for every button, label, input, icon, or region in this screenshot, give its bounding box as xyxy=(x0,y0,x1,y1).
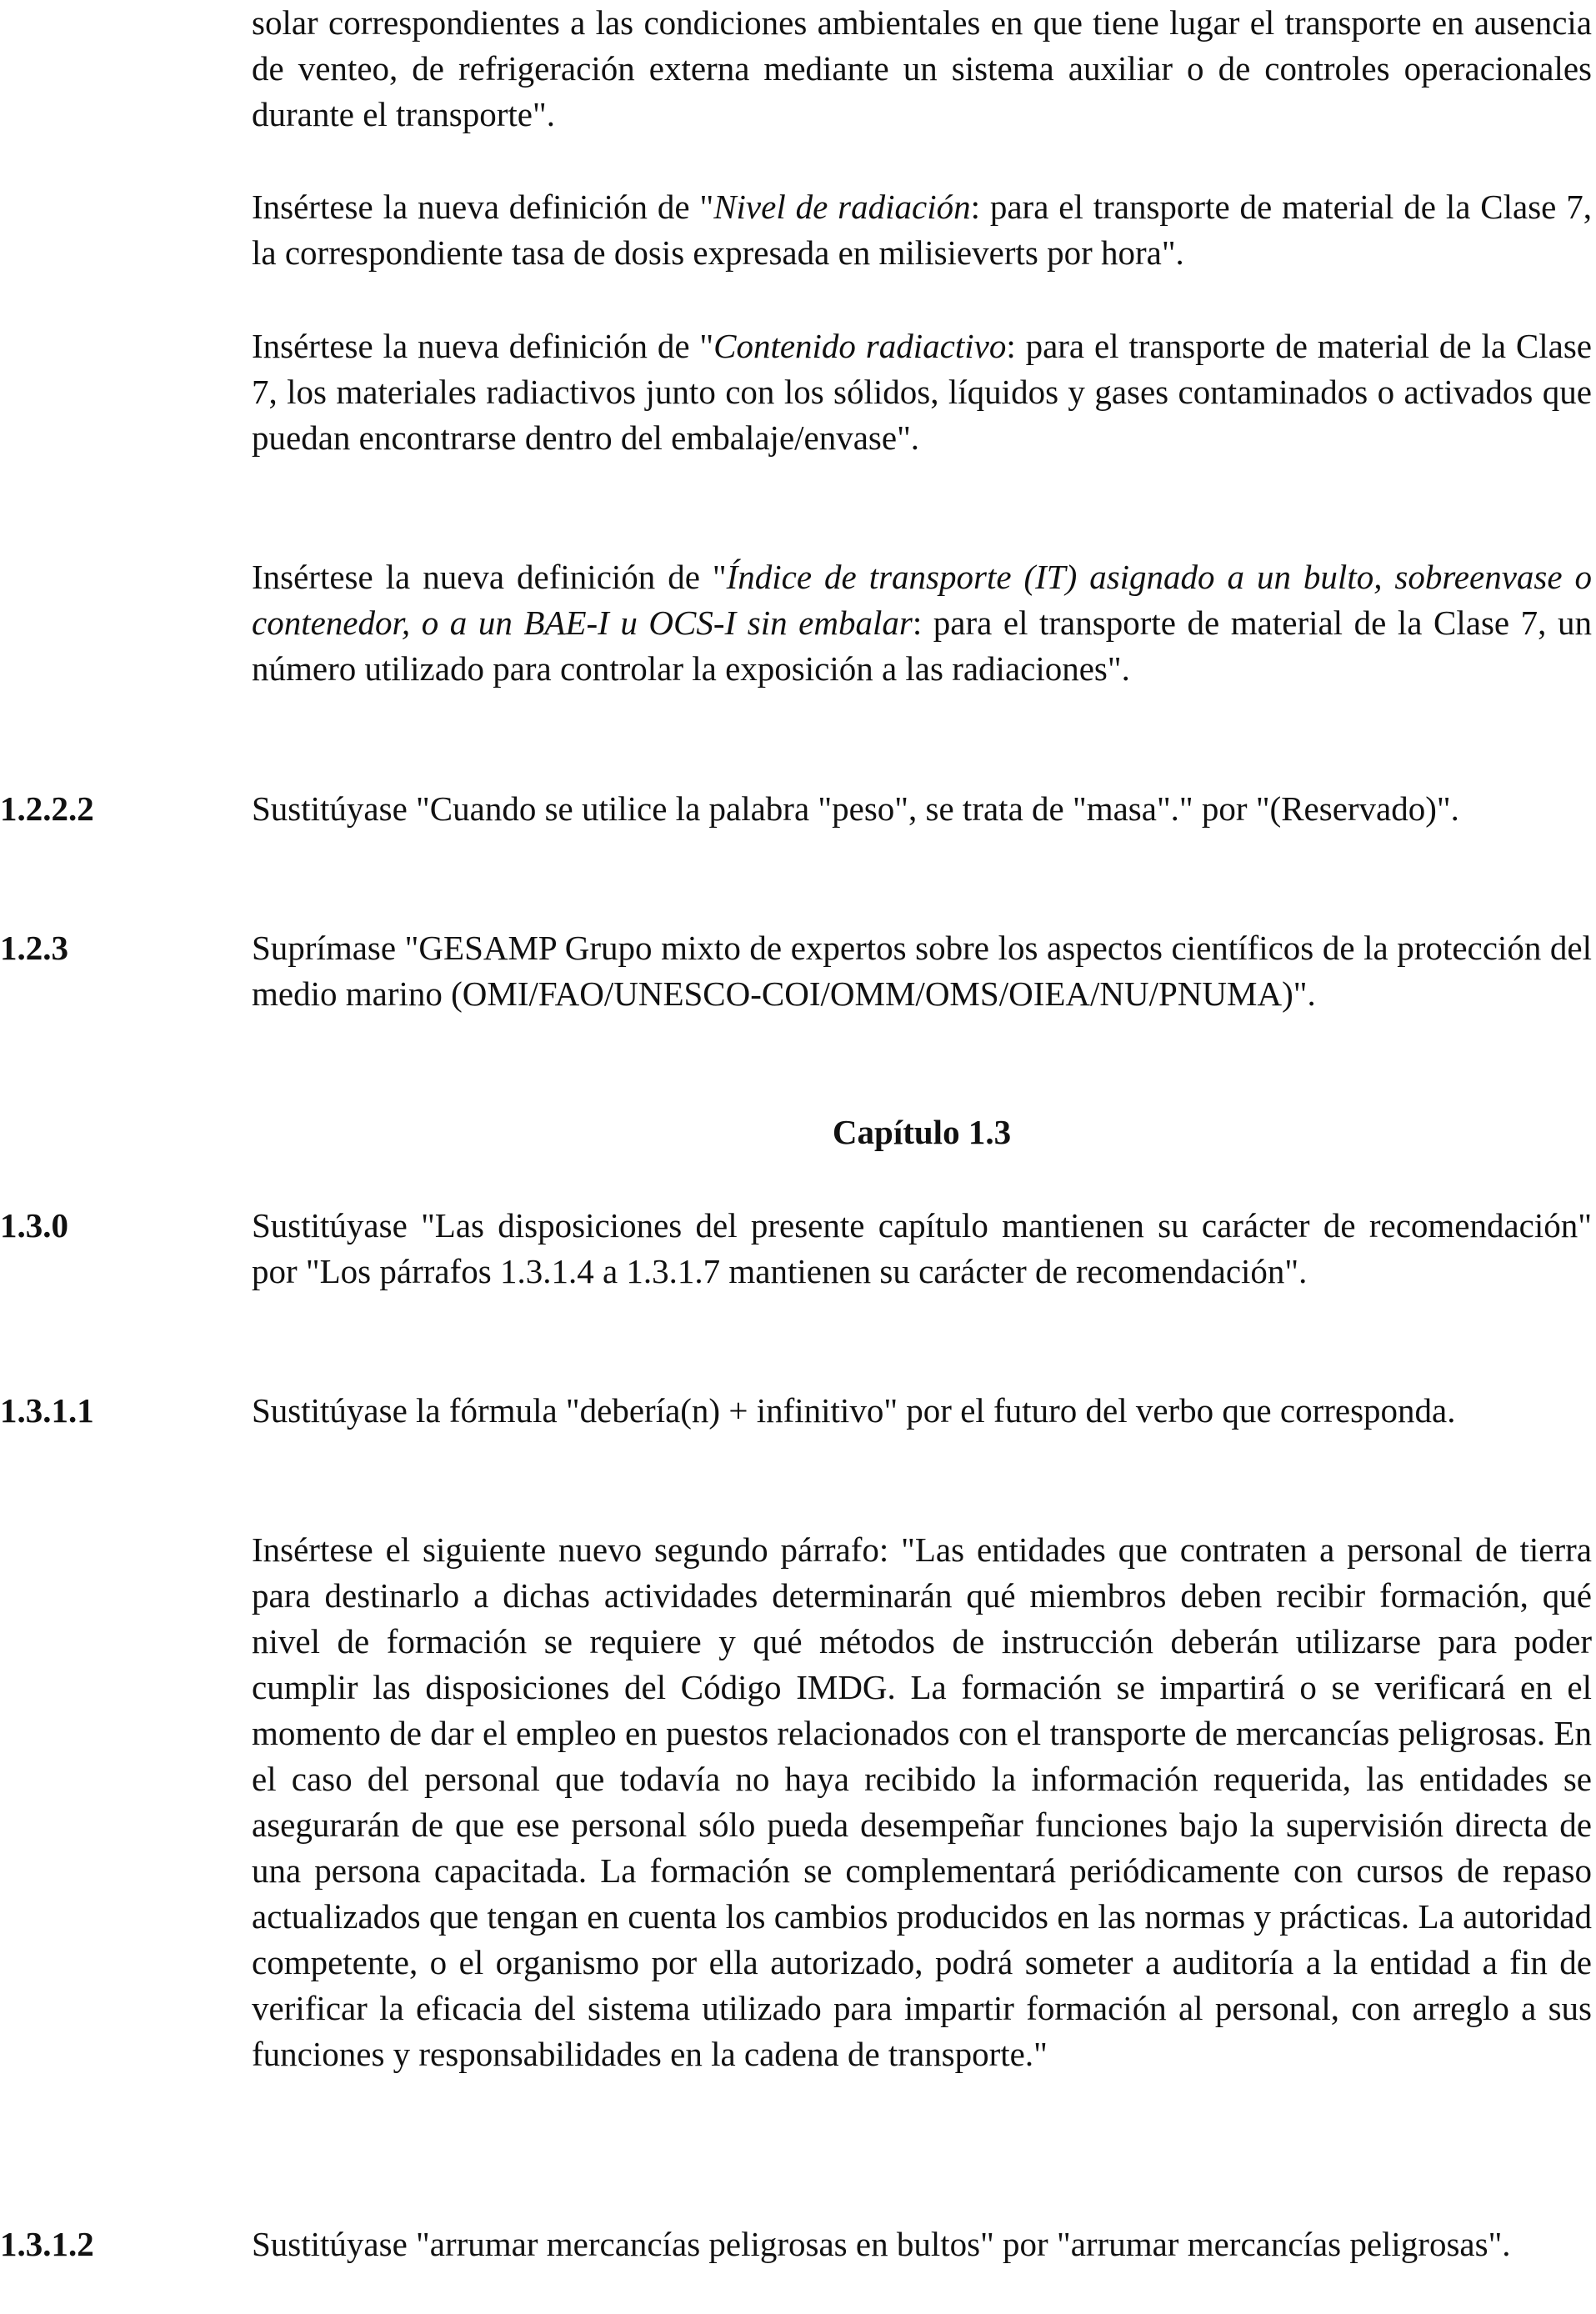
defined-term: Índice de transporte (IT) asignado a un bulto, sobreenvase o contenedor, o a un BAE-I u OCS-I sin embalar xyxy=(252,558,1593,642)
paragraph-indice-transporte xyxy=(252,554,1592,692)
section-text: Sustitúyase la fórmula "debería(n) + infinitivo" por el futuro del verbo que corresponda. xyxy=(252,1391,1456,1430)
section-number: 1.2.2.2 xyxy=(0,789,94,828)
paragraph-text: Insértese la nueva definición de " xyxy=(252,327,714,365)
defined-term: Contenido radiactivo xyxy=(713,327,1007,365)
section-number: 1.3.1.1 xyxy=(0,1391,94,1430)
paragraph-contenido-radiactivo xyxy=(252,323,1592,461)
paragraph-text: : para el transporte de material de la Clase 7, los materiales radiactivos junto con los sólidos, líquidos y gases contaminados o activados que puedan encontrarse dentro del embalaje/envase". xyxy=(252,327,1593,457)
paragraph-text: : para el transporte de material de la Clase 7, un número utilizado para controlar la exposición a las radiaciones". xyxy=(252,604,1592,688)
paragraph-text: Insértese la nueva definición de " xyxy=(252,188,714,226)
paragraph-text: solar correspondientes a las condiciones ambientales en que tiene lugar el transporte en ausencia de venteo, de refrigeración externa mediante un sistema auxiliar o de controles operacionales durante el transporte". xyxy=(252,3,1592,133)
section-text: Sustitúyase "Cuando se utilice la palabra "peso", se trata de "masa"." por "(Reservado)". xyxy=(252,789,1459,828)
paragraph-nivel-radiacion xyxy=(252,184,1592,276)
section-text: Suprímase "GESAMP Grupo mixto de expertos sobre los aspectos científicos de la protección del medio marino (OMI/FAO/UNESCO-COI/OMM/OMS/OIEA/NU/PNUMA)". xyxy=(252,929,1592,1013)
chapter-heading: Capítulo 1.3 xyxy=(832,1113,1012,1151)
section-text: Sustitúyase "arrumar mercancías peligrosas en bultos" por "arrumar mercancías peligrosas". xyxy=(252,2225,1511,2263)
section-text: Insértese el siguiente nuevo segundo párrafo: "Las entidades que contraten a personal de tierra para destinarlo a dichas actividades determinarán qué miembros deben recibir formación, qué nivel de formación se requiere y qué métodos de instrucción deberán utilizarse para poder cumplir las disposiciones del Código IMDG. La formación se impartirá o se verificará en el momento de dar el empleo en puestos relacionados con el transporte de mercancías peligrosas. En el caso del personal que todavía no haya recibido la información requerida, las entidades se asegurarán de que ese personal sólo pueda desempeñar funciones bajo la supervisión directa de una persona capacitada. La formación se complementará periódicamente con cursos de repaso actualizados que tengan en cuenta los cambios producidos en las normas y prácticas. La autoridad competente, o el organismo por ella autorizado, podrá someter a auditoría a la entidad a fin de verificar la eficacia del sistema utilizado para impartir formación al personal, con arreglo a sus funciones y responsabilidades en la cadena de transporte." xyxy=(252,1530,1592,2073)
section-text: Sustitúyase "Las disposiciones del presente capítulo mantienen su carácter de recomendación" por "Los párrafos 1.3.1.4 a 1.3.1.7 mantienen su carácter de recomendación". xyxy=(252,1206,1592,1290)
section-number: 1.3.1.2 xyxy=(0,2225,94,2263)
defined-term: Nivel de radiación xyxy=(713,188,971,226)
paragraph-continuation xyxy=(252,0,1592,138)
section-number: 1.3.0 xyxy=(0,1206,68,1245)
paragraph-text: Insértese la nueva definición de " xyxy=(252,558,727,596)
paragraph-text: : para el transporte de material de la Clase 7, la correspondiente tasa de dosis expresada en milisieverts por hora". xyxy=(252,188,1593,272)
section-number: 1.2.3 xyxy=(0,929,68,967)
